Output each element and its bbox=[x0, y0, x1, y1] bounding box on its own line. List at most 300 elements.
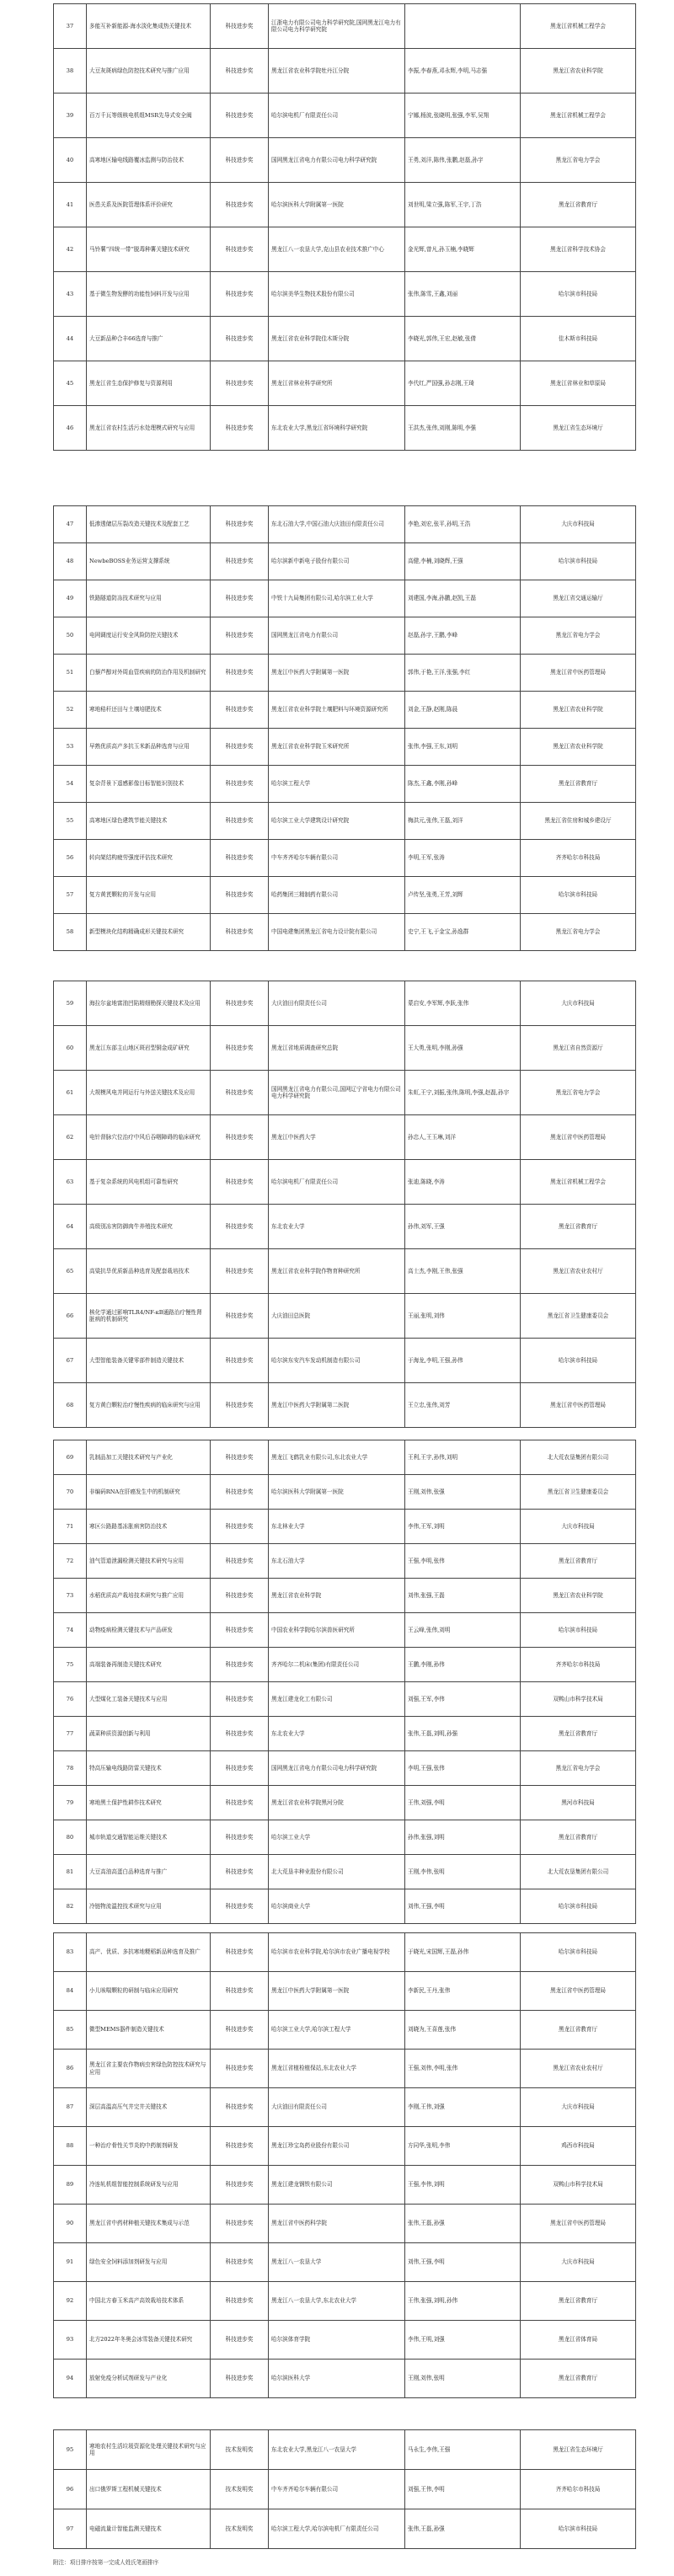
recommending-unit-cell: 黑龙江省农业农村厅 bbox=[521, 1249, 636, 1294]
completing-people-cell: 孙伟,张强,刘明 bbox=[405, 1820, 521, 1855]
project-number-cell: 47 bbox=[54, 506, 87, 543]
completing-unit-cell: 国网黑龙江省电力有限公司,国网辽宁省电力有限公司电力科学研究院 bbox=[269, 1071, 405, 1115]
project-number-cell: 54 bbox=[54, 766, 87, 803]
table-row bbox=[54, 1249, 636, 1294]
project-name-cell: 高端装备再制造关键技术研究 bbox=[87, 1648, 211, 1682]
award-table bbox=[53, 1440, 636, 1924]
completing-unit-cell: 哈尔滨商业大学 bbox=[269, 1889, 405, 1924]
completing-people-cell bbox=[405, 4, 521, 49]
project-name-cell: 电网调度运行安全风险防控关键技术 bbox=[87, 617, 211, 655]
project-number-cell: 79 bbox=[54, 1786, 87, 1820]
project-number-cell: 91 bbox=[54, 2243, 87, 2282]
completing-unit-cell: 黑龙江省中医药科学院 bbox=[269, 2205, 405, 2243]
award-type-cell: 科技进步奖 bbox=[211, 506, 269, 543]
project-number-cell: 45 bbox=[54, 361, 87, 406]
completing-unit-cell: 哈尔滨工程大学,哈尔滨电机厂有限责任公司 bbox=[269, 2509, 405, 2549]
award-type-cell: 科技进步奖 bbox=[211, 580, 269, 617]
recommending-unit-cell: 黑龙江省教育厅 bbox=[521, 2011, 636, 2050]
recommending-unit-cell: 黑龙江省住房和城乡建设厅 bbox=[521, 803, 636, 840]
project-name-cell: 绿色安全饲料添加剂研发与应用 bbox=[87, 2243, 211, 2282]
completing-people-cell: 王伟,张强,刘明,孙伟 bbox=[405, 2282, 521, 2321]
table-row bbox=[54, 1160, 636, 1205]
table-row bbox=[54, 1717, 636, 1751]
project-name-cell: 早熟优质高产多抗玉米新品种选育与应用 bbox=[87, 729, 211, 766]
project-name-cell: 水稻优质高产栽培技术研究与推广应用 bbox=[87, 1579, 211, 1613]
completing-people-cell: 王刚,刘伟,张明 bbox=[405, 2360, 521, 2398]
completing-people-cell: 李振,李春燕,邓永辉,李明,马志强 bbox=[405, 49, 521, 94]
project-name-cell: 深层高温高压气井完井关键技术 bbox=[87, 2088, 211, 2127]
completing-unit-cell: 黑龙江省农业科学院作物育种研究所 bbox=[269, 1249, 405, 1294]
completing-people-cell: 王丽,张明,刘伟 bbox=[405, 1294, 521, 1339]
project-name-cell: 冷连轧机组智能控制系统研发与应用 bbox=[87, 2166, 211, 2205]
completing-unit-cell: 黑龙江省农业科学院牡丹江分院 bbox=[269, 49, 405, 94]
table-row bbox=[54, 406, 636, 451]
recommending-unit-cell: 哈尔滨市科技局 bbox=[521, 877, 636, 914]
award-type-cell: 科技进步奖 bbox=[211, 1648, 269, 1682]
recommending-unit-cell: 齐齐哈尔市科技局 bbox=[521, 2470, 636, 2509]
project-name-cell: 高寒地区绿色建筑节能关键技术 bbox=[87, 803, 211, 840]
table-row bbox=[54, 803, 636, 840]
table-row bbox=[54, 2243, 636, 2282]
completing-unit-cell: 中车齐齐哈尔车辆有限公司 bbox=[269, 2470, 405, 2509]
award-type-cell: 科技进步奖 bbox=[211, 361, 269, 406]
award-type-cell: 科技进步奖 bbox=[211, 1510, 269, 1544]
completing-unit-cell: 哈尔滨体育学院 bbox=[269, 2321, 405, 2360]
completing-unit-cell: 黑龙江省农业科学院黑河分院 bbox=[269, 1786, 405, 1820]
table-row bbox=[54, 1648, 636, 1682]
project-number-cell: 68 bbox=[54, 1383, 87, 1428]
table-row bbox=[54, 506, 636, 543]
completing-people-cell: 张伟,王磊,孙强 bbox=[405, 2509, 521, 2549]
table-row bbox=[54, 2470, 636, 2509]
award-type-cell: 科技进步奖 bbox=[211, 1613, 269, 1648]
award-type-cell: 科技进步奖 bbox=[211, 766, 269, 803]
recommending-unit-cell: 黑龙江省电力学会 bbox=[521, 1751, 636, 1786]
recommending-unit-cell: 黑龙江省农业科学院 bbox=[521, 729, 636, 766]
completing-unit-cell: 中国电建集团黑龙江省电力设计院有限公司 bbox=[269, 914, 405, 951]
table-row bbox=[54, 1115, 636, 1160]
project-number-cell: 84 bbox=[54, 1972, 87, 2011]
completing-people-cell: 史宁,王飞,于金宝,孙逸群 bbox=[405, 914, 521, 951]
completing-people-cell: 刘强,王军,李伟 bbox=[405, 1682, 521, 1717]
award-type-cell: 科技进步奖 bbox=[211, 227, 269, 272]
recommending-unit-cell: 黑龙江省机械工程学会 bbox=[521, 1160, 636, 1205]
table-row bbox=[54, 2127, 636, 2166]
recommending-unit-cell: 黑龙江省中医药管理局 bbox=[521, 1383, 636, 1428]
table-row bbox=[54, 877, 636, 914]
award-type-cell: 科技进步奖 bbox=[211, 655, 269, 692]
award-type-cell: 科技进步奖 bbox=[211, 1579, 269, 1613]
recommending-unit-cell: 大庆市科技局 bbox=[521, 2088, 636, 2127]
completing-people-cell: 郭伟,于艳,王洋,张强,李红 bbox=[405, 655, 521, 692]
award-type-cell: 科技进步奖 bbox=[211, 981, 269, 1026]
table-row bbox=[54, 2360, 636, 2398]
completing-people-cell: 卢传坚,张勇,王芳,刘辉 bbox=[405, 877, 521, 914]
completing-unit-cell: 黑龙江建龙化工有限公司 bbox=[269, 1682, 405, 1717]
completing-people-cell: 孙伟,刘军,王强 bbox=[405, 1205, 521, 1249]
project-name-cell: 马铃薯“四统一带”脱毒种薯关键技术研究 bbox=[87, 227, 211, 272]
completing-people-cell: 张伟,李强,王东,刘明 bbox=[405, 729, 521, 766]
project-name-cell: 大型煤化工装备关键技术与应用 bbox=[87, 1682, 211, 1717]
recommending-unit-cell: 哈尔滨市科技局 bbox=[521, 543, 636, 580]
completing-unit-cell: 黑龙江珍宝岛药业股份有限公司 bbox=[269, 2127, 405, 2166]
recommending-unit-cell: 黑龙江省电力学会 bbox=[521, 617, 636, 655]
project-number-cell: 63 bbox=[54, 1160, 87, 1205]
completing-people-cell: 宁娜,杨波,张晓明,张强,李军,吴翔 bbox=[405, 94, 521, 138]
completing-unit-cell: 国网黑龙江省电力有限公司 bbox=[269, 617, 405, 655]
recommending-unit-cell: 黑龙江省自然资源厅 bbox=[521, 1026, 636, 1071]
project-name-cell: 高粱抗旱优质新品种选育及配套栽培技术 bbox=[87, 1249, 211, 1294]
completing-unit-cell: 哈尔滨工业大学 bbox=[269, 1820, 405, 1855]
table-row bbox=[54, 2205, 636, 2243]
completing-unit-cell: 哈尔滨新中新电子股份有限公司 bbox=[269, 543, 405, 580]
completing-unit-cell: 哈尔滨医科大学 bbox=[269, 2360, 405, 2398]
table-row bbox=[54, 2050, 636, 2088]
project-number-cell: 81 bbox=[54, 1855, 87, 1889]
project-name-cell: 复杂背景下遥感影像目标智能识别技术 bbox=[87, 766, 211, 803]
completing-unit-cell: 大庆油田有限责任公司 bbox=[269, 2088, 405, 2127]
recommending-unit-cell: 黑河市科技局 bbox=[521, 1786, 636, 1820]
project-number-cell: 38 bbox=[54, 49, 87, 94]
award-type-cell: 技术发明奖 bbox=[211, 2470, 269, 2509]
project-name-cell: 特高压输电线路防雷关键技术 bbox=[87, 1751, 211, 1786]
completing-unit-cell: 哈尔滨工业大学建筑设计研究院 bbox=[269, 803, 405, 840]
project-name-cell: 动物疫病检测关键技术与产品研发 bbox=[87, 1613, 211, 1648]
completing-unit-cell: 北大荒垦丰种业股份有限公司 bbox=[269, 1855, 405, 1889]
project-number-cell: 67 bbox=[54, 1339, 87, 1383]
award-table bbox=[53, 2429, 636, 2549]
award-type-cell: 科技进步奖 bbox=[211, 4, 269, 49]
award-type-cell: 科技进步奖 bbox=[211, 406, 269, 451]
table-row bbox=[54, 94, 636, 138]
table-row bbox=[54, 2088, 636, 2127]
project-number-cell: 41 bbox=[54, 183, 87, 227]
project-number-cell: 73 bbox=[54, 1579, 87, 1613]
project-number-cell: 69 bbox=[54, 1440, 87, 1475]
completing-unit-cell: 中国农业科学院哈尔滨兽医研究所 bbox=[269, 1613, 405, 1648]
project-name-cell: 微型MEMS器件制造关键技术 bbox=[87, 2011, 211, 2050]
project-number-cell: 39 bbox=[54, 94, 87, 138]
award-type-cell: 科技进步奖 bbox=[211, 1820, 269, 1855]
page-section-6 bbox=[0, 2426, 674, 2552]
project-number-cell: 92 bbox=[54, 2282, 87, 2321]
project-name-cell: 寒区公路路基冻胀病害防治技术 bbox=[87, 1510, 211, 1544]
page-section-3 bbox=[0, 977, 674, 1432]
project-number-cell: 77 bbox=[54, 1717, 87, 1751]
project-name-cell: 寒地农村生活垃圾资源化处理关键技术研究与应用 bbox=[87, 2430, 211, 2470]
award-type-cell: 科技进步奖 bbox=[211, 617, 269, 655]
table-row bbox=[54, 1383, 636, 1428]
recommending-unit-cell: 黑龙江省林业和草原局 bbox=[521, 361, 636, 406]
award-type-cell: 科技进步奖 bbox=[211, 1889, 269, 1924]
table-row bbox=[54, 1613, 636, 1648]
completing-unit-cell: 哈尔滨美华生物技术股份有限公司 bbox=[269, 272, 405, 317]
completing-people-cell: 王洪杰,张伟,刘刚,陈明,李强 bbox=[405, 406, 521, 451]
award-type-cell: 科技进步奖 bbox=[211, 1933, 269, 1972]
completing-people-cell: 王云峰,张伟,刘明 bbox=[405, 1613, 521, 1648]
completing-people-cell: 刘伟,张强,王磊 bbox=[405, 1579, 521, 1613]
table-row bbox=[54, 1751, 636, 1786]
award-type-cell: 科技进步奖 bbox=[211, 1160, 269, 1205]
completing-people-cell: 李晓光,郭伟,王宏,赵敏,张倩 bbox=[405, 317, 521, 361]
project-number-cell: 65 bbox=[54, 1249, 87, 1294]
award-type-cell: 科技进步奖 bbox=[211, 138, 269, 183]
table-row bbox=[54, 2166, 636, 2205]
project-number-cell: 76 bbox=[54, 1682, 87, 1717]
recommending-unit-cell: 大庆市科技局 bbox=[521, 1510, 636, 1544]
recommending-unit-cell: 齐齐哈尔市科技局 bbox=[521, 1648, 636, 1682]
recommending-unit-cell: 鸡西市科技局 bbox=[521, 2127, 636, 2166]
project-name-cell: 高寒地区输电线路覆冰监测与防治技术 bbox=[87, 138, 211, 183]
recommending-unit-cell: 黑龙江省教育厅 bbox=[521, 2360, 636, 2398]
project-number-cell: 74 bbox=[54, 1613, 87, 1648]
award-type-cell: 科技进步奖 bbox=[211, 2360, 269, 2398]
completing-people-cell: 王强,李伟,刘明 bbox=[405, 2166, 521, 2205]
recommending-unit-cell: 黑龙江省生态环境厅 bbox=[521, 2430, 636, 2470]
completing-people-cell: 王刚,刘伟,张强 bbox=[405, 1475, 521, 1510]
completing-people-cell: 蒙启安,李军辉,李跃,张伟 bbox=[405, 981, 521, 1026]
award-type-cell: 科技进步奖 bbox=[211, 1717, 269, 1751]
project-number-cell: 71 bbox=[54, 1510, 87, 1544]
recommending-unit-cell: 北大荒农垦集团有限公司 bbox=[521, 1440, 636, 1475]
project-number-cell: 51 bbox=[54, 655, 87, 692]
project-name-cell: 黑龙江东部主山地区斑岩型铜金成矿研究 bbox=[87, 1026, 211, 1071]
award-type-cell: 科技进步奖 bbox=[211, 2050, 269, 2088]
project-name-cell: 黑龙江省主要农作物病虫害绿色防控技术研究与应用 bbox=[87, 2050, 211, 2088]
completing-unit-cell: 哈尔滨工业大学,哈尔滨工程大学 bbox=[269, 2011, 405, 2050]
project-name-cell: 蔬菜种质资源创新与利用 bbox=[87, 1717, 211, 1751]
project-name-cell: 转向架结构疲劳强度评估技术研究 bbox=[87, 840, 211, 877]
completing-people-cell: 高健,李楠,刘晓辉,王强 bbox=[405, 543, 521, 580]
project-name-cell: 寒地黑土保护性耕作技术研究 bbox=[87, 1786, 211, 1820]
recommending-unit-cell: 黑龙江省中医药管理局 bbox=[521, 1115, 636, 1160]
completing-people-cell: 金光辉,曾凡,孙玉楠,李晓辉 bbox=[405, 227, 521, 272]
table-row bbox=[54, 1972, 636, 2011]
completing-unit-cell: 黑龙江省植检植保站,东北农业大学 bbox=[269, 2050, 405, 2088]
page-footnote: 附注：项目排序按第一完成人姓氏笔画排序 bbox=[53, 2559, 159, 2566]
project-name-cell: NewbeBOSS业务运营支撑系统 bbox=[87, 543, 211, 580]
table-row bbox=[54, 1786, 636, 1820]
award-type-cell: 科技进步奖 bbox=[211, 1972, 269, 2011]
completing-people-cell: 王强,李明,张伟 bbox=[405, 1544, 521, 1579]
award-type-cell: 科技进步奖 bbox=[211, 1339, 269, 1383]
recommending-unit-cell: 佳木斯市科技局 bbox=[521, 317, 636, 361]
table-row bbox=[54, 1510, 636, 1544]
completing-people-cell: 陈杰,王鑫,李刚,孙峰 bbox=[405, 766, 521, 803]
completing-unit-cell: 哈药集团三精制药有限公司 bbox=[269, 877, 405, 914]
table-row bbox=[54, 840, 636, 877]
project-name-cell: 中国北方春玉米高产高效栽培技术体系 bbox=[87, 2282, 211, 2321]
completing-people-cell: 刘金,王静,赵刚,陈晨 bbox=[405, 692, 521, 729]
table-row bbox=[54, 655, 636, 692]
project-name-cell: 出口俄罗斯工程机械关键技术 bbox=[87, 2470, 211, 2509]
completing-people-cell: 李代红,严国强,孙志刚,王琦 bbox=[405, 361, 521, 406]
award-type-cell: 科技进步奖 bbox=[211, 1682, 269, 1717]
project-number-cell: 42 bbox=[54, 227, 87, 272]
completing-people-cell: 马永生,李伟,王强 bbox=[405, 2430, 521, 2470]
recommending-unit-cell: 黑龙江省教育厅 bbox=[521, 766, 636, 803]
completing-unit-cell: 黑龙江省农业科学院佳木斯分院 bbox=[269, 317, 405, 361]
completing-unit-cell: 黑龙江省农业科学院 bbox=[269, 1579, 405, 1613]
completing-people-cell: 王伟,刘强,李明 bbox=[405, 1786, 521, 1820]
table-row bbox=[54, 49, 636, 94]
award-type-cell: 科技进步奖 bbox=[211, 1115, 269, 1160]
completing-people-cell: 王鹏,李刚,孙伟 bbox=[405, 1648, 521, 1682]
project-name-cell: 冷链物流温控技术研究与应用 bbox=[87, 1889, 211, 1924]
completing-people-cell: 高士杰,李刚,王伟,张强 bbox=[405, 1249, 521, 1294]
recommending-unit-cell: 黑龙江省中医药管理局 bbox=[521, 2205, 636, 2243]
recommending-unit-cell: 黑龙江省机械工程学会 bbox=[521, 4, 636, 49]
project-number-cell: 37 bbox=[54, 4, 87, 49]
project-number-cell: 66 bbox=[54, 1294, 87, 1339]
completing-unit-cell: 齐齐哈尔二机床(集团)有限责任公司 bbox=[269, 1648, 405, 1682]
table-row bbox=[54, 272, 636, 317]
completing-unit-cell: 东北农业大学 bbox=[269, 1205, 405, 1249]
completing-people-cell: 朱虹,王宁,刘振,张伟,陈明,李强,赵磊,孙宇 bbox=[405, 1071, 521, 1115]
recommending-unit-cell: 黑龙江省电力学会 bbox=[521, 138, 636, 183]
table-row bbox=[54, 1339, 636, 1383]
award-type-cell: 技术发明奖 bbox=[211, 2430, 269, 2470]
completing-people-cell: 李新民,王丹,张伟 bbox=[405, 1972, 521, 2011]
project-number-cell: 86 bbox=[54, 2050, 87, 2088]
project-name-cell: 复方黄芪颗粒的开发与应用 bbox=[87, 877, 211, 914]
table-row bbox=[54, 617, 636, 655]
completing-people-cell: 张伟,陈雪,王鑫,刘丽 bbox=[405, 272, 521, 317]
table-row bbox=[54, 1205, 636, 1249]
award-type-cell: 科技进步奖 bbox=[211, 272, 269, 317]
project-number-cell: 56 bbox=[54, 840, 87, 877]
award-type-cell: 科技进步奖 bbox=[211, 1475, 269, 1510]
project-number-cell: 44 bbox=[54, 317, 87, 361]
project-name-cell: 乳制品加工关键技术研究与产业化 bbox=[87, 1440, 211, 1475]
recommending-unit-cell: 北大荒农垦集团有限公司 bbox=[521, 1855, 636, 1889]
recommending-unit-cell: 齐齐哈尔市科技局 bbox=[521, 840, 636, 877]
completing-unit-cell: 黑龙江省农业科学院土壤肥料与环境资源研究所 bbox=[269, 692, 405, 729]
project-number-cell: 40 bbox=[54, 138, 87, 183]
page-section-2 bbox=[0, 502, 674, 957]
project-number-cell: 97 bbox=[54, 2509, 87, 2549]
project-name-cell: 寒地秸秆还田与土壤培肥技术 bbox=[87, 692, 211, 729]
award-table bbox=[53, 981, 636, 1428]
project-name-cell: 大豆高油高蛋白品种选育与推广 bbox=[87, 1855, 211, 1889]
completing-unit-cell: 哈尔滨电机厂有限责任公司 bbox=[269, 1160, 405, 1205]
recommending-unit-cell: 黑龙江省农业科学院 bbox=[521, 49, 636, 94]
project-number-cell: 82 bbox=[54, 1889, 87, 1924]
completing-people-cell: 李明,王军,张涛 bbox=[405, 840, 521, 877]
completing-people-cell: 孙忠人,王玉琳,刘洋 bbox=[405, 1115, 521, 1160]
table-row bbox=[54, 766, 636, 803]
completing-people-cell: 李刚,王伟,刘强 bbox=[405, 2088, 521, 2127]
completing-people-cell: 刘强,王伟,李明 bbox=[405, 2470, 521, 2509]
table-row bbox=[54, 1889, 636, 1924]
project-name-cell: 百万千瓦等级核电机组MSR先导式安全阀 bbox=[87, 94, 211, 138]
completing-people-cell: 李明,王强,张伟 bbox=[405, 1751, 521, 1786]
award-type-cell: 科技进步奖 bbox=[211, 1544, 269, 1579]
completing-people-cell: 赵磊,孙宇,王鹏,李峰 bbox=[405, 617, 521, 655]
project-number-cell: 88 bbox=[54, 2127, 87, 2166]
completing-people-cell: 梅洪元,张伟,王磊,刘洋 bbox=[405, 803, 521, 840]
completing-unit-cell: 哈尔滨市农业科学院,哈尔滨市农业广播电视学校 bbox=[269, 1933, 405, 1972]
table-row bbox=[54, 138, 636, 183]
recommending-unit-cell: 大庆市科技局 bbox=[521, 981, 636, 1026]
completing-unit-cell: 东北林业大学 bbox=[269, 1510, 405, 1544]
table-row bbox=[54, 1026, 636, 1071]
table-row bbox=[54, 2430, 636, 2470]
project-number-cell: 89 bbox=[54, 2166, 87, 2205]
project-number-cell: 43 bbox=[54, 272, 87, 317]
table-row bbox=[54, 1294, 636, 1339]
award-type-cell: 科技进步奖 bbox=[211, 543, 269, 580]
project-name-cell: 白藜芦醇对外周血管疾病的防治作用及机制研究 bbox=[87, 655, 211, 692]
project-number-cell: 83 bbox=[54, 1933, 87, 1972]
table-row bbox=[54, 361, 636, 406]
project-name-cell: 核化学通过影响TLR4/NF-κB通路治疗慢性肾脏病的机制研究 bbox=[87, 1294, 211, 1339]
completing-people-cell: 于海龙,李明,王强,孙伟 bbox=[405, 1339, 521, 1383]
recommending-unit-cell: 哈尔滨市科技局 bbox=[521, 1933, 636, 1972]
project-number-cell: 64 bbox=[54, 1205, 87, 1249]
project-number-cell: 57 bbox=[54, 877, 87, 914]
award-type-cell: 科技进步奖 bbox=[211, 1440, 269, 1475]
table-row bbox=[54, 2011, 636, 2050]
completing-unit-cell: 中车齐齐哈尔车辆有限公司 bbox=[269, 840, 405, 877]
project-number-cell: 52 bbox=[54, 692, 87, 729]
recommending-unit-cell: 黑龙江省教育厅 bbox=[521, 183, 636, 227]
table-row bbox=[54, 981, 636, 1026]
recommending-unit-cell: 哈尔滨市科技局 bbox=[521, 2509, 636, 2549]
award-type-cell: 科技进步奖 bbox=[211, 183, 269, 227]
project-number-cell: 58 bbox=[54, 914, 87, 951]
table-row bbox=[54, 1440, 636, 1475]
recommending-unit-cell: 黑龙江省教育厅 bbox=[521, 1544, 636, 1579]
completing-unit-cell: 黑龙江飞鹤乳业有限公司,东北农业大学 bbox=[269, 1440, 405, 1475]
award-type-cell: 科技进步奖 bbox=[211, 1026, 269, 1071]
project-name-cell: 大豆灰斑病绿色防控技术研究与推广应用 bbox=[87, 49, 211, 94]
award-table bbox=[53, 1932, 636, 2398]
award-type-cell: 科技进步奖 bbox=[211, 317, 269, 361]
recommending-unit-cell: 黑龙江省教育厅 bbox=[521, 1205, 636, 1249]
table-row bbox=[54, 1544, 636, 1579]
recommending-unit-cell: 大庆市科技局 bbox=[521, 2243, 636, 2282]
completing-unit-cell: 黑龙江八一农垦大学,东北农业大学 bbox=[269, 2282, 405, 2321]
table-row bbox=[54, 317, 636, 361]
project-number-cell: 78 bbox=[54, 1751, 87, 1786]
table-row bbox=[54, 729, 636, 766]
completing-unit-cell: 江浙电力有限公司电力科学研究院,国网黑龙江电力有限公司电力科学研究院 bbox=[269, 4, 405, 49]
project-name-cell: 基于微生物发酵的功能性饲料开发与应用 bbox=[87, 272, 211, 317]
recommending-unit-cell: 哈尔滨市科技局 bbox=[521, 1613, 636, 1648]
award-type-cell: 科技进步奖 bbox=[211, 1751, 269, 1786]
table-row bbox=[54, 227, 636, 272]
completing-people-cell: 刘伟,王强,李明 bbox=[405, 2243, 521, 2282]
project-name-cell: 黑龙江省农村生活污水处理模式研究与应用 bbox=[87, 406, 211, 451]
recommending-unit-cell: 哈尔滨市科技局 bbox=[521, 272, 636, 317]
project-name-cell: 医患关系及医院管理体系评价研究 bbox=[87, 183, 211, 227]
completing-unit-cell: 黑龙江中医药大学附属第一医院 bbox=[269, 655, 405, 692]
project-name-cell: 多能互补新能源-海水淡化集成热关键技术 bbox=[87, 4, 211, 49]
project-name-cell: 高级别冻害防御肉牛养殖技术研究 bbox=[87, 1205, 211, 1249]
completing-unit-cell: 黑龙江省农业科学院玉米研究所 bbox=[269, 729, 405, 766]
page-section-5 bbox=[0, 1929, 674, 2401]
table-row bbox=[54, 1071, 636, 1115]
completing-people-cell: 张伟,王磊,孙强 bbox=[405, 2205, 521, 2243]
project-name-cell: 大规模风电并网运行与外送关键技术及应用 bbox=[87, 1071, 211, 1115]
recommending-unit-cell: 黑龙江省农业科学院 bbox=[521, 1579, 636, 1613]
completing-unit-cell: 大庆油田有限责任公司 bbox=[269, 981, 405, 1026]
recommending-unit-cell: 黑龙江省科学技术协会 bbox=[521, 227, 636, 272]
project-name-cell: 油气管道泄漏检测关键技术研究与应用 bbox=[87, 1544, 211, 1579]
table-row bbox=[54, 1820, 636, 1855]
award-type-cell: 科技进步奖 bbox=[211, 2282, 269, 2321]
